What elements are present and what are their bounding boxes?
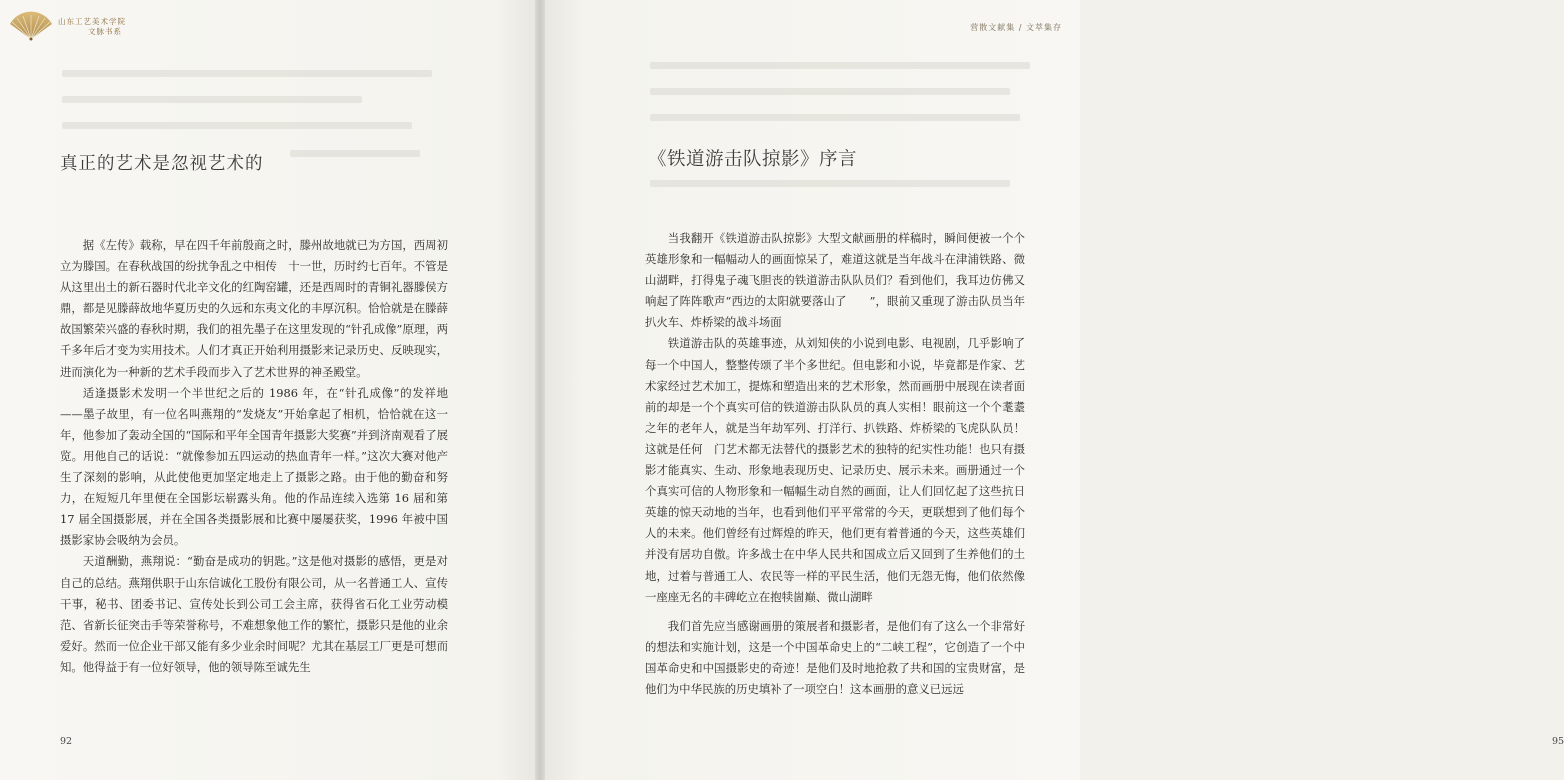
chapter-title: 《铁道游击队掠影》序言	[648, 149, 858, 170]
paragraph: 当我翻开《铁道游击队掠影》大型文献画册的样稿时，瞬间便被一个个英雄形象和一幅幅动人的画面惊呆了，难道这就是当年战斗在津浦铁路、微山湖畔，打得鬼子魂飞胆丧的铁道游击队队员们？看到他们，我耳边仿佛又响起了阵阵歌声“西边的太阳就要落山了 ”，眼前又重现了游击队员当年扒火车、炸桥梁的战斗场面	[645, 231, 1025, 330]
series-name: 文脉书系	[88, 27, 122, 36]
publisher-name: 山东工艺美术学院	[58, 17, 126, 26]
paragraph: 适逢摄影术发明一个半世纪之后的 1986 年，在“针孔成像”的发祥地——墨子故里，有一位名叫燕翔的“发烧友”开始拿起了相机，恰恰就在这一年，他参加了轰动全国的“国际和平年全国青年摄影大奖赛”并到济南观看了展览。用他自己的话说：“就像参加五四运动的热血青年一样。”这次大赛对他产生了深刻的影响，从此使他更加坚定地走上了摄影之路。由于他的勤奋和努力，在短短几年里便在全国影坛崭露头角。他的作品连续入选第 16 届和第 17 届全国摄影展，并在全国各类摄影展和比赛中屡屡获奖，1996 年被中国摄影家协会吸纳为会员。	[60, 385, 448, 548]
page-number: 92	[60, 736, 73, 747]
page-number: 95	[1552, 736, 1564, 747]
paragraph: 天道酬勤，燕翔说：“勤奋是成功的钥匙。”这是他对摄影的感悟，更是对自己的总结。燕翔供职于山东信诚化工股份有限公司，从一名普通工人、宣传干事，秘书、团委书记、宣传处长到公司工会主席，获得省石化工业劳动模范、省新长征突击手等荣誉称号，不难想象他工作的繁忙，摄影只是他的业余爱好。然而一位企业干部又能有多少业余时间呢？尤其在基层工厂更是可想而知。他得益于有一位好领导，他的领导陈至诚先生	[60, 554, 448, 674]
book-gutter	[535, 0, 545, 780]
body-text	[60, 235, 448, 678]
folding-fan-logo-icon	[8, 14, 54, 40]
publisher-header	[58, 17, 126, 37]
paragraph: 我们首先应当感谢画册的策展者和摄影者，是他们有了这么一个非常好的想法和实施计划，这是一个中国革命史上的“二峡工程”，它创造了一个中国革命史和中国摄影史的奇迹！是他们及时地抢救了共和国的宝贵财富，是他们为中华民族的历史填补了一项空白！这本画册的意义已远远	[645, 618, 1025, 696]
chapter-title: 真正的艺术是忽视艺术的	[60, 154, 264, 174]
left-page	[0, 0, 540, 780]
body-text	[645, 228, 1025, 700]
paragraph: 铁道游击队的英雄事迹，从刘知侠的小说到电影、电视剧，几乎影响了每一个中国人，整整传颂了半个多世纪。但电影和小说，毕竟都是作家、艺术家经过艺术加工，提炼和塑造出来的艺术形象，然而画册中展现在读者面前的却是一个个真实可信的铁道游击队队员的真人实相！眼前这一个个耄耋之年的老年人，就是当年劫军列、打洋行、扒铁路、炸桥梁的飞虎队队员！这就是任何 门艺术都无法替代的摄影艺术的独特的纪实性功能！也只有摄影才能真实、生动、形象地表现历史、记录历史、展示未来。画册通过一个个真实可信的人物形象和一幅幅生动自然的画面，让人们回忆起了这些抗日英雄的惊天动地的当年，也看到他们平平常常的今天，更联想到了他们每个人的未来。他们曾经有过辉煌的昨天，他们更有着普通的今天，这些英雄们并没有居功自傲。许多战士在中华人民共和国成立后又回到了生养他们的土地，过着与普通工人、农民等一样的平民生活，他们无怨无悔，他们依然像一座座无名的丰碑屹立在抱犊崮巅、微山湖畔	[645, 336, 1025, 604]
paragraph: 据《左传》载称，早在四千年前殷商之时，滕州故地就已为方国，西周初立为滕国。在春秋战国的纷扰争乱之中相传 十一世，历时约七百年。不管是从这里出土的新石器时代北辛文化的红陶窑罐，还是西周时的青铜礼器滕侯方鼎，都是见滕薛故地华夏历史的久远和东夷文化的丰厚沉积。恰恰就是在滕薛故国繁荣兴盛的春秋时期，我们的祖先墨子在这里发现的“针孔成像”原理，两千多年后才变为实用技术。人们才真正开始利用摄影来记录历史、反映现实，进而演化为一种新的艺术手段而步入了艺术世界的神圣殿堂。	[60, 238, 448, 379]
series-label: 营散文献集 / 文萃集存	[970, 23, 1062, 32]
